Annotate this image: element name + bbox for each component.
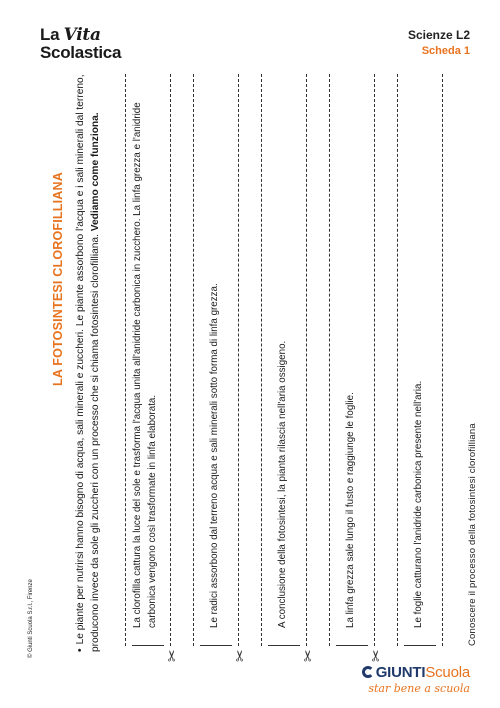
subject-label (408, 28, 470, 57)
strip-text-3: A conclusione della fotosintesi, la pianta rilascia nell'aria ossigeno. (277, 340, 288, 628)
strip-text-1: La clorofilla cattura la luce del sole e trasforma l'acqua unita all'anidride carbonica in zucchero. La linfa grezza e l'anidride carbonica vengono così trasformate in linfa elaborata. (132, 102, 158, 628)
scissors-icon: ✂ (164, 649, 181, 662)
strip-edge (336, 645, 368, 646)
strip-edge (200, 645, 232, 646)
learning-goal: Conoscere il processo della fotosintesi clorofilliana (467, 423, 478, 646)
intro-text: Le piante per nutrirsi hanno bisogno di acqua, sali minerali e zuccheri. Le piante assorbono l'acqua e i sali minerali dal terreno, producono invece da sole gli zuccheri con un processo che si chiama fotosintesi clorofilliana. (75, 74, 101, 652)
publisher-logo (362, 664, 470, 695)
strip-text-5: Le foglie catturano l'anidride carbonica presente nell'aria. (413, 380, 424, 628)
brand-line-1 (40, 26, 121, 44)
publisher-tagline: star bene a scuola (368, 682, 470, 695)
cut-strip-2[interactable] (193, 74, 239, 646)
publisher-mark-icon (362, 666, 374, 678)
copyright-note: © Giunti Scuola S.r.l., Firenze (28, 579, 34, 658)
scissors-icon: ✂ (368, 649, 385, 662)
scissors-icon: ✂ (232, 649, 249, 662)
intro-highlight: Vediamo come funziona. (90, 112, 101, 232)
strip-text-4: La linfa grezza sale lungo il fusto e raggiunge le foglie. (345, 392, 356, 628)
bullet: • (75, 648, 86, 652)
brand-line-2: Scolastica (40, 43, 122, 62)
scissors-icon: ✂ (300, 649, 317, 662)
cut-strip-1[interactable] (125, 74, 171, 646)
publisher-name-b: Scuola (425, 664, 470, 681)
strip-text-2: Le radici assorbono dal terreno acqua e sali minerali sotto forma di linfa grezza. (209, 283, 220, 628)
strip-edge (132, 645, 164, 646)
sheet-number: Scheda 1 (421, 45, 470, 57)
strip-edge (404, 645, 436, 646)
cut-strip-5[interactable] (397, 74, 443, 646)
publisher-name-a: GIUNTI (375, 664, 426, 681)
worksheet-title: LA FOTOSINTESI CLOROFILLIANA (51, 172, 65, 386)
cut-strip-4[interactable] (329, 74, 375, 646)
brand-word-vita: Vita (63, 25, 101, 45)
subject-name: Scienze L2 (407, 28, 470, 42)
worksheet-body (43, 56, 483, 662)
cut-strip-3[interactable] (261, 74, 307, 646)
publisher-name (362, 664, 470, 681)
intro-paragraph (73, 60, 103, 652)
brand-word-la: La (40, 25, 64, 44)
strip-edge (268, 645, 300, 646)
